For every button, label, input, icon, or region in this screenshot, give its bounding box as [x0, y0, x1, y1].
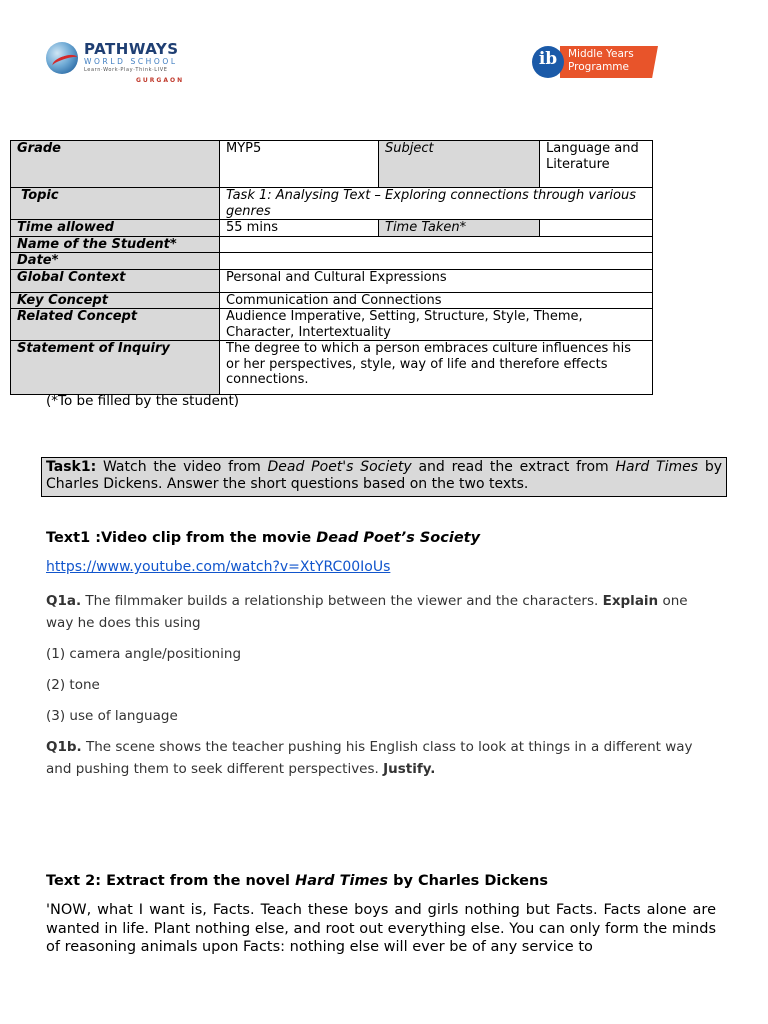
- q1b-command: Justify.: [383, 761, 436, 777]
- time-allowed-value: 55 mins: [220, 220, 379, 237]
- dickens-extract: 'NOW, what I want is, Facts. Teach these boys and girls nothing but Facts. Facts alone are wanted in life. Plant nothing else, and root out everything else. You can only form the minds of reasoning animals upon Facts: nothing else will ever be of any service to: [46, 902, 716, 955]
- text1-heading-text: Text1 :Video clip from the movie: [46, 530, 317, 546]
- ib-line-1: Middle Years: [568, 48, 634, 60]
- school-logo: [44, 38, 204, 90]
- school-subtitle: WORLD SCHOOL: [84, 57, 178, 66]
- inquiry-value: The degree to which a person embraces culture influences his or her perspectives, style, way of life and therefore effects connections.: [220, 341, 653, 395]
- table-row: [11, 188, 653, 220]
- video-link[interactable]: https://www.youtube.com/watch?v=XtYRC00IoUs: [46, 559, 391, 575]
- question-1a: [46, 590, 716, 634]
- q1a-text: The filmmaker builds a relationship between the viewer and the characters.: [81, 593, 603, 609]
- table-row: [11, 236, 653, 253]
- list-item: (3) use of language: [46, 708, 178, 724]
- topic-value: Task 1: Analysing Text – Exploring connections through various genres: [220, 188, 653, 220]
- key-concept-label: Key Concept: [11, 292, 220, 309]
- global-context-value: Personal and Cultural Expressions: [220, 269, 653, 292]
- subject-label: Subject: [379, 141, 540, 188]
- grade-label: Grade: [11, 141, 220, 188]
- list-item: (1) camera angle/positioning: [46, 646, 242, 662]
- q1b-text: The scene shows the teacher pushing his English class to look at things in a different way and pushing them to seek different perspectives.: [46, 739, 693, 777]
- key-concept-value: Communication and Connections: [220, 292, 653, 309]
- student-name-label: Name of the Student*: [11, 236, 220, 253]
- question-1b: [46, 736, 716, 780]
- time-taken-field[interactable]: [540, 220, 653, 237]
- global-context-label: Global Context: [11, 269, 220, 292]
- text2-heading-end: by Charles Dickens: [388, 873, 548, 889]
- ib-line-2: Programme: [568, 61, 629, 73]
- text2-heading: [46, 873, 548, 889]
- task-text-2: and read the extract from: [411, 459, 616, 475]
- task-text-3: by Charles Dickens. Answer the short questions based on the two texts.: [46, 459, 722, 492]
- school-name: PATHWAYS: [84, 40, 179, 58]
- table-row: [11, 141, 653, 188]
- text1-heading-title: Dead Poet’s Society: [316, 530, 481, 546]
- q1a-text-2: one way he does this using: [46, 593, 688, 631]
- table-row: [11, 292, 653, 309]
- ib-letters: ib: [538, 49, 558, 69]
- ib-programme-text: [568, 48, 634, 74]
- ib-logo: [530, 44, 660, 80]
- globe-icon: [46, 42, 78, 74]
- table-row: [11, 269, 653, 292]
- task-book-title: Hard Times: [615, 459, 699, 475]
- fill-note: (*To be filled by the student): [46, 393, 240, 409]
- subject-value: Language and Literature: [540, 141, 653, 188]
- q1b-label: Q1b.: [46, 739, 82, 755]
- date-label: Date*: [11, 253, 220, 270]
- text2-heading-title: Hard Times: [295, 873, 389, 889]
- task-film-title: Dead Poet's Society: [267, 459, 412, 475]
- task-label: Task1:: [46, 459, 97, 475]
- table-row: [11, 253, 653, 270]
- text1-heading: [46, 530, 480, 546]
- student-name-field[interactable]: [220, 236, 653, 253]
- task-box: [41, 457, 727, 497]
- inquiry-label: Statement of Inquiry: [11, 341, 220, 395]
- table-row: [11, 309, 653, 341]
- text2-heading-text: Text 2: Extract from the novel: [46, 873, 296, 889]
- q1a-label: Q1a.: [46, 593, 82, 609]
- time-taken-label: Time Taken*: [379, 220, 540, 237]
- grade-value: MYP5: [220, 141, 379, 188]
- school-tagline: Learn·Work·Play·Think·LIVE: [84, 67, 168, 73]
- time-allowed-label: Time allowed: [11, 220, 220, 237]
- school-city: GURGAON: [136, 77, 185, 84]
- task-text-1: Watch the video from: [96, 459, 268, 475]
- q1a-command: Explain: [602, 593, 659, 609]
- related-concept-value: Audience Imperative, Setting, Structure, Style, Theme, Character, Intertextuality: [220, 309, 653, 341]
- table-row: [11, 341, 653, 395]
- related-concept-label: Related Concept: [11, 309, 220, 341]
- list-item: (2) tone: [46, 677, 100, 693]
- table-row: [11, 220, 653, 237]
- info-table: [10, 140, 653, 395]
- topic-label: Topic: [11, 188, 220, 220]
- date-field[interactable]: [220, 253, 653, 270]
